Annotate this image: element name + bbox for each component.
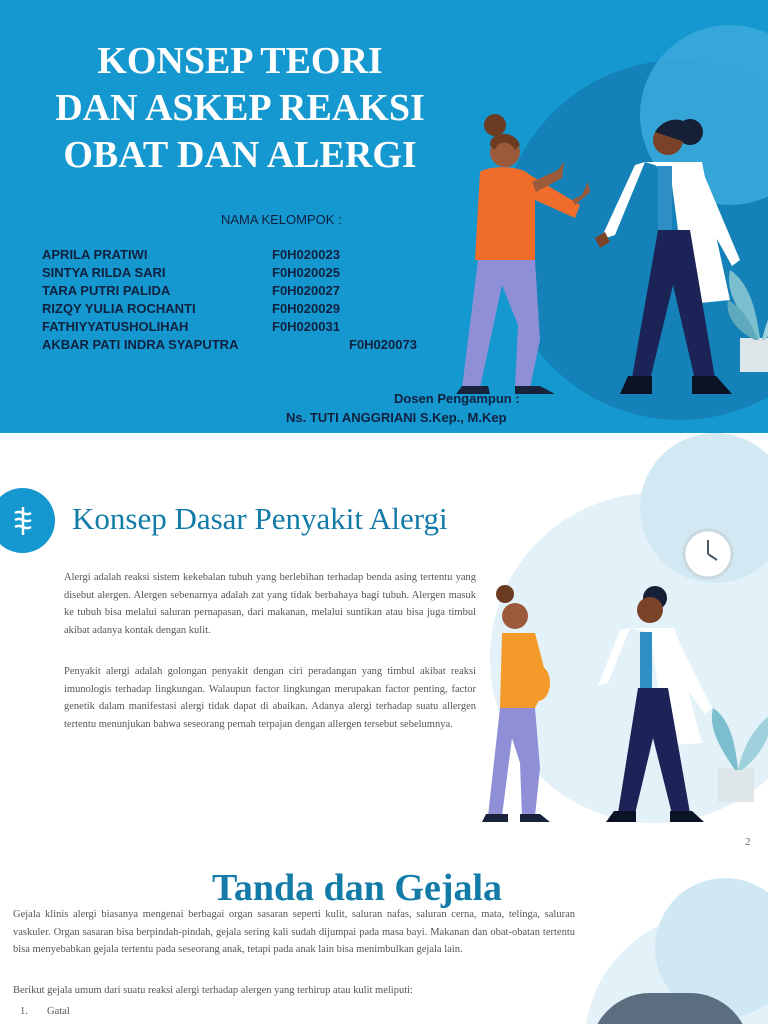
badge — [0, 488, 55, 553]
lecturer-name: Ns. TUTI ANGGRIANI S.Kep., M.Kep — [286, 410, 507, 425]
clock-icon — [682, 528, 734, 580]
member-nim: F0H020025 — [272, 265, 340, 280]
doctor-patient-illustration — [440, 110, 768, 400]
title-slide — [0, 0, 768, 433]
member-nim: F0H020027 — [272, 283, 340, 298]
list-item — [20, 1006, 70, 1017]
title-line: DAN ASKEP REAKSI — [55, 87, 425, 129]
paragraph: Penyakit alergi adalah golongan penyakit dengan ciri peradangan yang timbul akibat reaksi imunologis terhadap lingkungan. Walaupun factor lingkungan merupakan factor penting, factor genetik dalam manifestasi alergi tidak dapat di abaikan. Adanya alergi terhadap suatu allergen tertentu menunjukan bahwa seseorang pernah terpajan dengan allergen tersebut sebelumnya. — [64, 666, 476, 730]
member-name: APRILA PRATIWI — [42, 247, 148, 262]
member-nim: F0H020073 — [349, 337, 417, 352]
member-list — [42, 247, 442, 355]
page-number: 2 — [745, 836, 751, 848]
member-row — [42, 265, 442, 283]
plant-icon — [712, 708, 768, 802]
paragraph: Gejala klinis alergi biasanya mengenai berbagai organ sasaran seperti kulit, saluran nafas, saluran cerna, mata, telinga, saluran vaskuler. Organ sasaran bisa berpindah-pindah, gejala sering kali sudah dijumpai pada masa bayi. Makanan dan obat-obatan tertentu bisa menyebabkan gejala tertentu pada seseorang anak, tetapi pada anak lain bisa menimbulkan gejala lain. — [13, 909, 575, 955]
list-text: Gatal — [47, 1006, 70, 1017]
section-title: Tanda dan Gejala — [212, 868, 503, 909]
member-name: SINTYA RILDA SARI — [42, 265, 166, 280]
patient-figure — [456, 114, 590, 394]
section-title: Konsep Dasar Penyakit Alergi — [72, 501, 448, 536]
title-line: OBAT DAN ALERGI — [63, 134, 417, 176]
member-name: AKBAR PATI INDRA SYAPUTRA — [42, 337, 239, 352]
member-row — [42, 301, 442, 319]
member-row — [42, 247, 442, 265]
concept-slide — [0, 433, 768, 868]
doctor-figure — [598, 586, 712, 822]
member-row — [42, 283, 442, 301]
list-number: 1. — [20, 1006, 28, 1017]
caduceus-icon — [10, 505, 36, 537]
patient-figure — [482, 585, 550, 822]
doctor-figure — [595, 119, 740, 394]
slide-title — [20, 38, 460, 179]
member-nim: F0H020029 — [272, 301, 340, 316]
title-line: KONSEP TEORI — [97, 40, 383, 82]
paragraph: Berikut gejala umum dari suatu reaksi alergi terhadap alergen yang terhirup atau kulit meliputi: — [13, 985, 413, 996]
member-nim: F0H020023 — [272, 247, 340, 262]
symptoms-slide — [0, 868, 768, 1024]
symptom-list — [20, 1006, 70, 1017]
paragraph: Alergi adalah reaksi sistem kekebalan tubuh yang berlebihan terhadap benda asing tertentu yang disebut alergen. Alergen sebenarnya adalah zat yang tidak berbahaya bagi tubuh. Alergen masuk ke tubuh bisa melalui saluran pernapasan, dari makanan, melalui suntikan atau bisa juga timbul akibat adanya kontak dengan kulit. — [64, 572, 476, 636]
member-name: RIZQY YULIA ROCHANTI — [42, 301, 196, 316]
doctor-pregnant-patient-illustration — [480, 588, 768, 828]
member-name: TARA PUTRI PALIDA — [42, 283, 171, 298]
group-label: NAMA KELOMPOK : — [221, 212, 342, 227]
member-row — [42, 319, 442, 337]
member-nim: F0H020031 — [272, 319, 340, 334]
member-name: FATHIYYATUSHOLIHAH — [42, 319, 189, 334]
member-row — [42, 337, 442, 355]
lecturer-label: Dosen Pengampun : — [394, 391, 520, 406]
plant-icon — [727, 270, 768, 372]
